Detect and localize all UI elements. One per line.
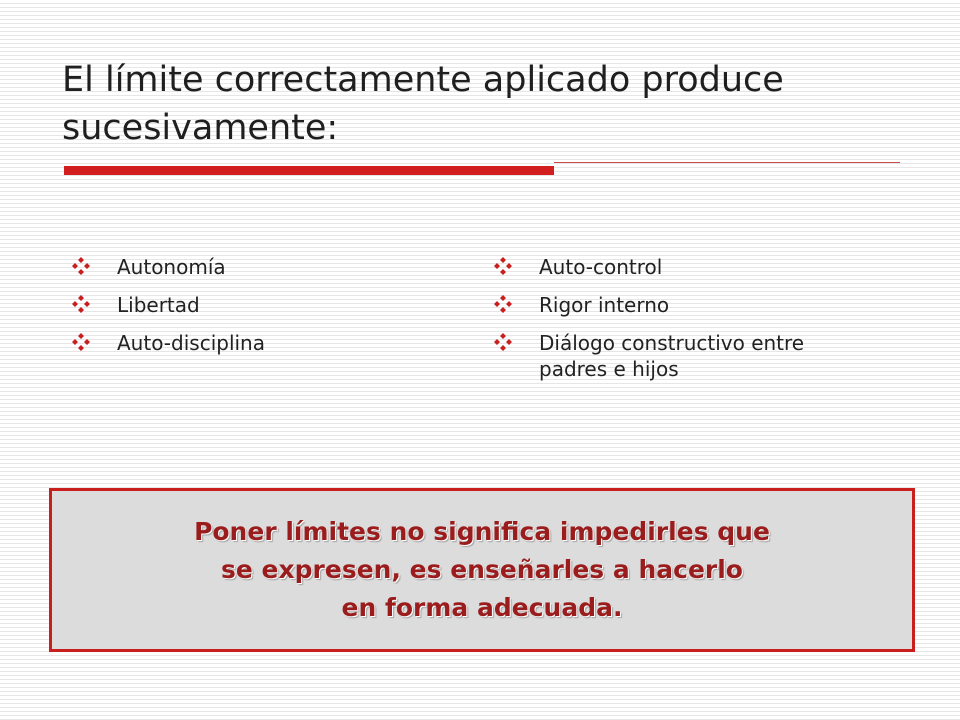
four-diamond-icon [72,257,90,275]
four-diamond-icon [494,333,512,351]
four-diamond-icon [72,295,90,313]
list-item [72,292,412,318]
list-item [494,330,854,382]
list-item-label: Autonomía [117,255,226,279]
list-item-label: Auto-disciplina [117,331,265,355]
list-item-label: Diálogo constructivo entre padres e hijos [539,331,805,381]
list-item-label: Libertad [117,293,200,317]
title-underline-thin [554,162,900,163]
right-bullet-list [494,254,854,394]
list-item [72,330,412,356]
callout-line-1: Poner límites no significa impedirles que [194,517,770,546]
callout-line-2: se expresen, es enseñarles a hacerlo [221,555,743,584]
four-diamond-icon [494,295,512,313]
list-item [494,292,854,318]
left-bullet-list [72,254,412,368]
four-diamond-icon [494,257,512,275]
list-item-label: Rigor interno [539,293,670,317]
title-underline-thick [64,166,554,175]
four-diamond-icon [72,333,90,351]
list-item-label: Auto-control [539,255,663,279]
slide-title: El límite correctamente aplicado produce sucesivamente: [62,60,784,148]
callout-box [49,488,915,652]
callout-line-3: en forma adecuada. [341,593,623,622]
callout-text [52,513,912,627]
list-item [72,254,412,280]
list-item [494,254,854,280]
